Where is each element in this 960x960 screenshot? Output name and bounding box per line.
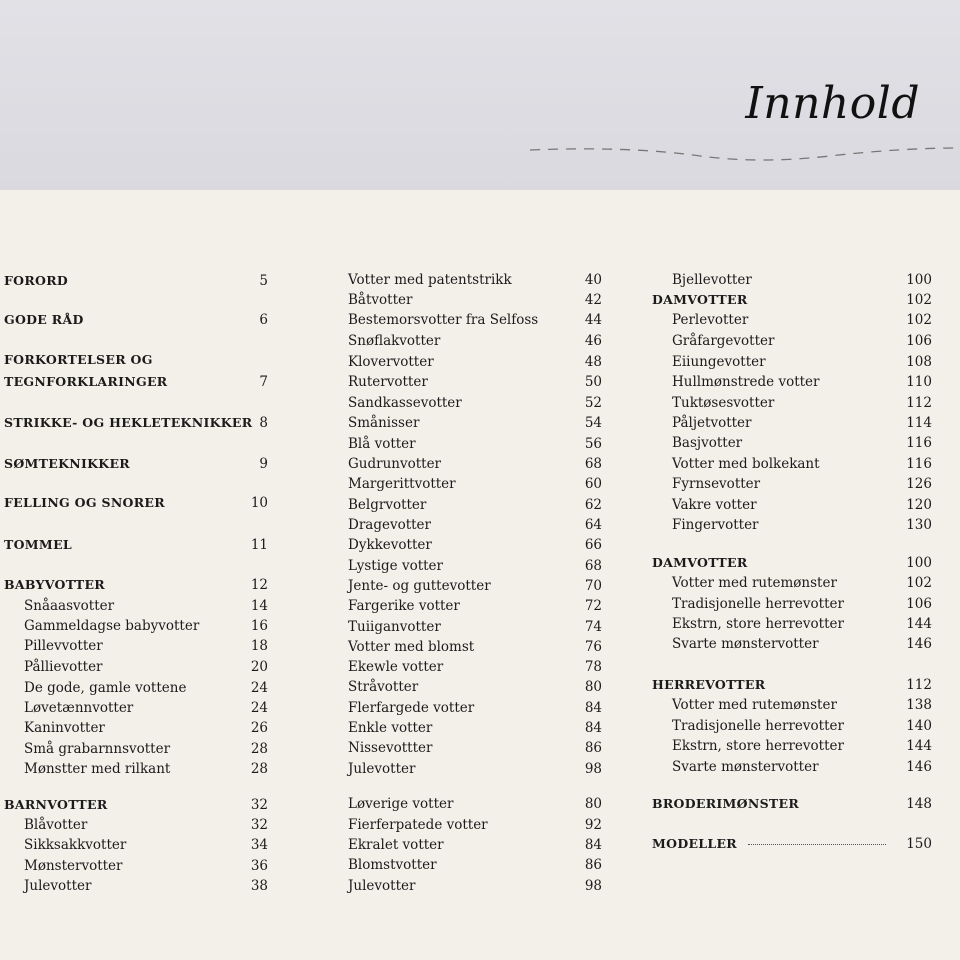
toc-entry-page: 102 [906,312,932,328]
toc-entry-label: Nissevottter [348,740,433,756]
toc-entry-page: 86 [584,740,602,756]
toc-entry [348,738,602,758]
toc-entry-page: 102 [906,292,932,308]
toc-entry-page: 32 [250,797,268,813]
toc-entry [4,372,268,392]
toc-entry-label: TOMMEL [4,537,72,552]
toc-entry-page: 24 [250,680,268,696]
toc-entry-page: 24 [250,700,268,716]
toc-entry [348,617,602,637]
dot-leader [748,844,886,845]
toc-entry [348,454,602,474]
toc-entry [4,678,268,698]
toc-entry-label: SØMTEKNIKKER [4,456,130,471]
toc-entry [4,271,268,291]
toc-entry-label: Snåaasvotter [24,598,115,614]
toc-entry-page: 120 [906,497,932,513]
toc-entry-page: 84 [584,720,602,736]
toc-entry-label: Gammeldagse babyvotter [24,618,200,634]
toc-entry-label: Votter med blomst [348,639,475,655]
toc-entry-page: 8 [259,415,268,431]
toc-entry [348,515,602,535]
toc-entry [4,856,268,876]
toc-entry-page: 12 [250,577,268,593]
toc-entry-label: Lystige votter [348,558,443,574]
toc-entry-page: 78 [584,659,602,675]
toc-entry [4,698,268,718]
toc-entry-label: Ekewle votter [348,659,444,675]
toc-entry [4,795,268,815]
toc-entry-label: Stråvotter [348,679,419,695]
toc-entry-label: Snøflakvotter [348,333,441,349]
toc-entry-page: 112 [906,395,932,411]
toc-entry [4,718,268,738]
toc-entry-page: 16 [250,618,268,634]
toc-entry-page: 74 [584,619,602,635]
toc-entry-page: 68 [584,456,602,472]
toc-entry-label: Svarte mønstervotter [672,759,819,775]
toc-entry-page: 14 [250,598,268,614]
toc-entry-page: 114 [906,415,932,431]
toc-entry [652,495,932,515]
toc-entry [4,596,268,616]
toc-entry-label: Tuktøsesvotter [672,395,775,411]
toc-entry [4,575,268,595]
toc-entry [4,413,268,433]
toc-entry-page: 40 [584,272,602,288]
toc-entry-label: Svarte mønstervotter [672,636,819,652]
toc-entry [652,553,932,573]
toc-entry-page: 5 [259,273,268,289]
toc-entry-label: Tuiiganvotter [348,619,441,635]
toc-entry [348,290,602,310]
toc-entry [652,594,932,614]
toc-entry [348,794,602,814]
toc-entry [4,657,268,677]
toc-entry [652,413,932,433]
toc-entry-label: BABYVOTTER [4,577,105,592]
toc-entry-page: 150 [906,836,932,852]
toc-entry-page: 100 [906,272,932,288]
toc-entry [348,413,602,433]
toc-entry-label: Fyrnsevotter [672,476,761,492]
toc-entry-label: Sandkassevotter [348,395,462,411]
toc-entry [652,454,932,474]
toc-entry-page: 6 [259,312,268,328]
toc-entry [348,372,602,392]
toc-entry [348,596,602,616]
toc-entry [652,433,932,453]
toc-entry-page: 52 [584,395,602,411]
toc-entry-label: Gudrunvotter [348,456,442,472]
toc-entry-label: BARNVOTTER [4,797,108,812]
toc-entry [348,815,602,835]
toc-entry [348,434,602,454]
toc-entry [4,815,268,835]
toc-entry-page: 110 [906,374,932,390]
toc-entry-label: Basjvotter [672,435,743,451]
toc-entry-label: Blå votter [348,436,416,452]
toc-entry-label: Votter med rutemønster [672,575,837,591]
toc-entry-page: 46 [584,333,602,349]
toc-entry-label: Belgrvotter [348,497,427,513]
toc-entry-page: 146 [906,759,932,775]
toc-entry [348,657,602,677]
toc-entry [652,372,932,392]
toc-entry-label: DAMVOTTER [652,292,748,307]
toc-entry-page: 54 [584,415,602,431]
toc-entry-label: Båtvotter [348,292,413,308]
toc-entry-label: Hullmønstrede votter [672,374,820,390]
toc-entry-label: Smånisser [348,415,420,431]
toc-entry-label: Dykkevotter [348,537,432,553]
toc-entry-page: 28 [250,761,268,777]
toc-entry-page: 72 [584,598,602,614]
toc-entry-page: 62 [584,497,602,513]
toc-entry-page: 60 [584,476,602,492]
toc-entry-label: Ekstrn, store herrevotter [672,738,844,754]
toc-entry [652,716,932,736]
toc-entry-page: 98 [584,878,602,894]
toc-entry [4,739,268,759]
toc-entry-page: 11 [250,537,268,553]
toc-entry-page: 64 [584,517,602,533]
toc-entry [4,493,268,513]
toc-entry-label: Blomstvotter [348,857,437,873]
toc-entry [348,677,602,697]
toc-entry [652,270,932,290]
toc-entry-label: Mønstervotter [24,858,123,874]
toc-entry-label: Votter med patentstrikk [348,272,512,288]
toc-entry-label: FELLING OG SNORER [4,495,165,510]
toc-entry [652,573,932,593]
toc-entry-page: 98 [584,761,602,777]
toc-entry [4,835,268,855]
toc-entry-page: 116 [906,456,932,472]
toc-entry-label: De gode, gamle vottene [24,680,187,696]
toc-entry [348,393,602,413]
toc-entry-label: FORKORTELSER OG [4,352,153,367]
toc-entry [652,794,932,814]
toc-entry-label: Blåvotter [24,817,88,833]
toc-entry-label: FORORD [4,273,69,288]
header-band [0,0,960,190]
toc-entry [652,614,932,634]
toc-entry-page: 26 [250,720,268,736]
toc-entry [4,876,268,896]
toc-entry-label: Votter med bolkekant [672,456,820,472]
toc-entry-label: STRIKKE- OG HEKLETEKNIKKER [4,415,253,430]
toc-entry-page: 34 [250,837,268,853]
toc-entry [348,576,602,596]
toc-entry [652,634,932,654]
toc-entry-page: 70 [584,578,602,594]
toc-entry [652,474,932,494]
toc-entry-page: 138 [906,697,932,713]
toc-entry-page: 32 [250,817,268,833]
toc-entry [348,759,602,779]
toc-entry-label: Klovervotter [348,354,434,370]
toc-entry-page: 126 [906,476,932,492]
toc-entry-label: Pillevvotter [24,638,103,654]
toc-entry-label: Sikksakkvotter [24,837,127,853]
toc-entry-page: 144 [906,738,932,754]
toc-entry [348,270,602,290]
toc-entry [652,290,932,310]
toc-entry-label: Margerittvotter [348,476,456,492]
toc-entry-label: Votter med rutemønster [672,697,837,713]
toc-entry-page: 20 [250,659,268,675]
toc-entry [4,350,268,370]
toc-entry-page: 92 [584,817,602,833]
toc-entry-page: 44 [584,312,602,328]
toc-entry-label: DAMVOTTER [652,555,748,570]
toc-entry-page: 7 [259,374,268,390]
toc-entry-page: 106 [906,596,932,612]
toc-entry [348,331,602,351]
toc-entry-label: Små grabarnnsvotter [24,741,171,757]
toc-entry-label: Fierferpatede votter [348,817,488,833]
toc-entry-page: 140 [906,718,932,734]
toc-entry-label: Pållievotter [24,659,103,675]
toc-entry [4,759,268,779]
toc-entry-label: Tradisjonelle herrevotter [672,718,844,734]
toc-entry-page: 84 [584,700,602,716]
toc-entry-page: 18 [250,638,268,654]
toc-entry-label: Perlevotter [672,312,749,328]
toc-entry-label: Rutervotter [348,374,428,390]
toc-entry [348,474,602,494]
toc-entry [348,535,602,555]
toc-entry [348,698,602,718]
toc-entry [348,835,602,855]
toc-entry-page: 84 [584,837,602,853]
toc-entry-page: 36 [250,858,268,874]
toc-entry [348,310,602,330]
toc-entry [652,736,932,756]
toc-entry [652,675,932,695]
toc-entry [348,495,602,515]
toc-entry-page: 10 [250,495,268,511]
toc-entry-label: Eiiungevotter [672,354,766,370]
toc-entry [652,515,932,535]
toc-entry-page: 80 [584,679,602,695]
toc-entry-page: 116 [906,435,932,451]
toc-entry-label: Løvetænnvotter [24,700,134,716]
toc-entry-page: 106 [906,333,932,349]
toc-entry [4,535,268,555]
toc-entry [652,331,932,351]
toc-entry [348,718,602,738]
toc-entry-page: 130 [906,517,932,533]
toc-entry [4,310,268,330]
toc-entry-page: 108 [906,354,932,370]
toc-entry-page: 28 [250,741,268,757]
toc-entry-label: Fargerike votter [348,598,460,614]
toc-entry-label: Påljetvotter [672,415,752,431]
toc-entry-page: 144 [906,616,932,632]
toc-entry-label: Bestemorsvotter fra Selfoss [348,312,539,328]
toc-entry-page: 112 [906,677,932,693]
toc-entry-label: Gråfargevotter [672,333,775,349]
toc-entry [652,757,932,777]
toc-entry-label: HERREVOTTER [652,677,766,692]
toc-entry-label: Vakre votter [672,497,757,513]
toc-entry [652,352,932,372]
toc-entry-page: 148 [906,796,932,812]
toc-entry-label: MODELLER [652,836,737,851]
toc-entry-label: Jente- og guttevotter [348,578,491,594]
toc-entry-label: Flerfargede votter [348,700,475,716]
toc-entry-label: Løverige votter [348,796,454,812]
toc-entry [652,834,932,854]
toc-entry [348,876,602,896]
toc-entry-label: Julevotter [348,761,416,777]
toc-entry-page: 50 [584,374,602,390]
toc-entry-label: Dragevotter [348,517,432,533]
toc-entry-label: Ekralet votter [348,837,444,853]
toc-entry [348,855,602,875]
toc-entry [4,636,268,656]
toc-entry-label: Tradisjonelle herrevotter [672,596,844,612]
toc-entry-page: 146 [906,636,932,652]
toc-entry-page: 80 [584,796,602,812]
toc-entry [348,637,602,657]
toc-entry [348,352,602,372]
toc-entry-label: Ekstrn, store herrevotter [672,616,844,632]
toc-entry [4,454,268,474]
toc-entry-label: Fingervotter [672,517,759,533]
toc-entry-label: Enkle votter [348,720,433,736]
toc-entry-page: 100 [906,555,932,571]
toc-entry-page: 102 [906,575,932,591]
toc-entry-label: Kaninvotter [24,720,105,736]
toc-entry-label: Julevotter [24,878,92,894]
toc-entry-label: BRODERIMØNSTER [652,796,800,811]
toc-entry-label: Julevotter [348,878,416,894]
toc-entry [4,616,268,636]
toc-entry-page: 42 [584,292,602,308]
toc-entry [348,556,602,576]
toc-entry [652,393,932,413]
dashed-curve [530,144,960,164]
toc-entry-page: 76 [584,639,602,655]
toc-entry [652,695,932,715]
toc-entry-page: 9 [259,456,268,472]
toc-entry-page: 48 [584,354,602,370]
toc-entry-page: 66 [584,537,602,553]
toc-entry-label: TEGNFORKLARINGER [4,374,168,389]
toc-entry-label: GODE RÅD [4,312,84,327]
toc-entry-page: 56 [584,436,602,452]
toc-entry-label: Mønstter med rilkant [24,761,171,777]
toc-entry-label: Bjellevotter [672,272,752,288]
toc-entry-page: 68 [584,558,602,574]
toc-entry-page: 86 [584,857,602,873]
page-title: Innhold [745,78,920,129]
toc-entry-page: 38 [250,878,268,894]
toc-entry [652,310,932,330]
